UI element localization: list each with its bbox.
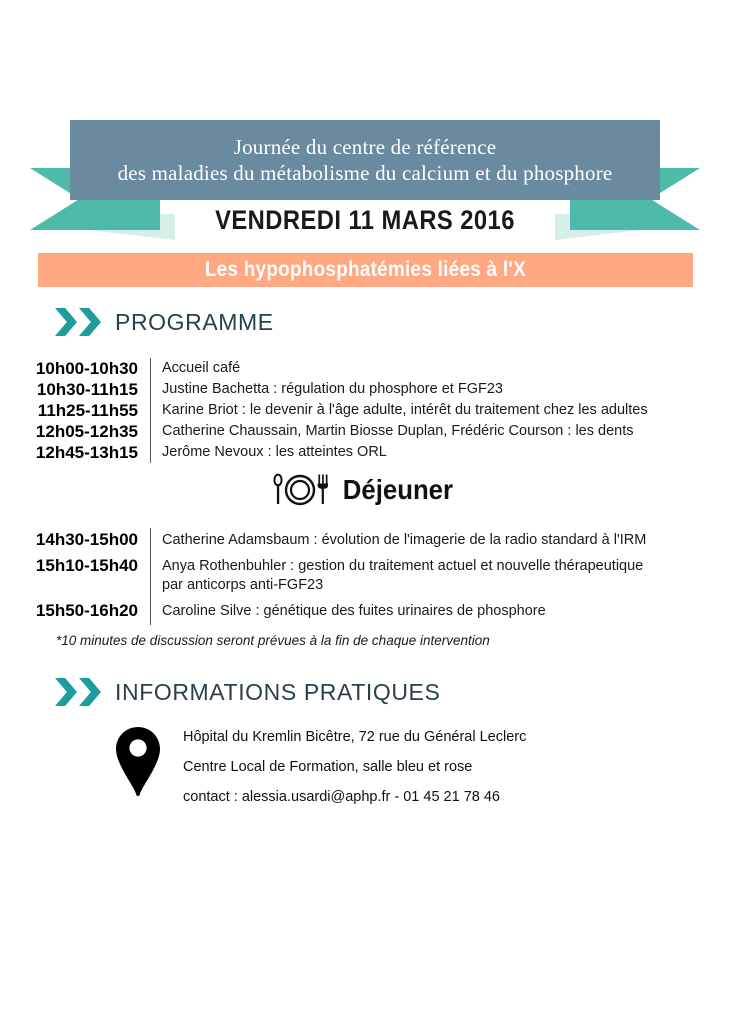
banner-title-box bbox=[70, 120, 660, 200]
table-row bbox=[0, 528, 728, 554]
schedule-time: 11h25-11h55 bbox=[37, 401, 138, 420]
schedule-description: Jerôme Nevoux : les atteintes ORL bbox=[150, 442, 728, 463]
schedule-description-line2: par anticorps anti-FGF23 bbox=[162, 577, 324, 593]
practical-info-room: Centre Local de Formation, salle bleu et rose bbox=[183, 759, 473, 775]
practical-info-block bbox=[115, 718, 526, 812]
double-chevron-right-icon bbox=[55, 678, 101, 706]
schedule-description: Karine Briot : le devenir à l'âge adulte, intérêt du traitement chez les adultes bbox=[150, 400, 728, 421]
practical-info-lines bbox=[183, 718, 526, 812]
lunch-block bbox=[0, 473, 730, 507]
double-chevron-right-icon bbox=[55, 308, 101, 336]
schedule-time: 15h50-16h20 bbox=[35, 601, 138, 620]
schedule-description bbox=[150, 599, 728, 625]
schedule-time: 12h05-12h35 bbox=[35, 422, 138, 441]
subtitle-text: Les hypophosphatémies liées à l'X bbox=[204, 258, 527, 281]
chevron-right-icon bbox=[55, 308, 77, 336]
discussion-footnote: *10 minutes de discussion seront prévues à la fin de chaque intervention bbox=[56, 633, 490, 648]
event-date: VENDREDI 11 MARS 2016 bbox=[215, 205, 515, 235]
schedule-morning bbox=[0, 358, 728, 463]
table-row bbox=[0, 442, 728, 463]
schedule-description bbox=[150, 528, 728, 554]
subtitle-bar bbox=[38, 253, 693, 287]
schedule-time: 14h30-15h00 bbox=[35, 530, 138, 549]
schedule-description: Justine Bachetta : régulation du phosphore et FGF23 bbox=[150, 379, 728, 400]
schedule-afternoon bbox=[0, 528, 728, 625]
banner-title-line1: Journée du centre de référence bbox=[233, 134, 497, 159]
chevron-right-icon bbox=[79, 308, 101, 336]
schedule-time: 15h10-15h40 bbox=[35, 556, 138, 575]
table-row bbox=[0, 358, 728, 379]
banner-title bbox=[108, 134, 623, 187]
section-title-infos-pratiques: INFORMATIONS PRATIQUES bbox=[115, 678, 441, 705]
schedule-time: 12h45-13h15 bbox=[35, 443, 138, 462]
practical-info-address: Hôpital du Kremlin Bicêtre, 72 rue du Général Leclerc bbox=[183, 729, 527, 745]
map-pin-icon bbox=[115, 726, 161, 798]
schedule-description-line1: Anya Rothenbuhler : gestion du traitement actuel et nouvelle thérapeutique bbox=[162, 558, 644, 574]
practical-info-contact: contact : alessia.usardi@aphp.fr - 01 45 21 78 46 bbox=[183, 789, 500, 805]
table-row bbox=[0, 599, 728, 625]
section-title-programme: PROGRAMME bbox=[115, 308, 274, 335]
schedule-description bbox=[150, 554, 728, 599]
schedule-time: 10h30-11h15 bbox=[36, 380, 138, 399]
section-header-infos-pratiques bbox=[55, 678, 440, 706]
chevron-right-icon bbox=[79, 678, 101, 706]
table-row bbox=[0, 554, 728, 599]
table-row bbox=[0, 379, 728, 400]
schedule-description-line1: Caroline Silve : génétique des fuites urinaires de phosphore bbox=[162, 603, 546, 619]
schedule-time: 10h00-10h30 bbox=[35, 359, 138, 378]
cutlery-plate-icon bbox=[272, 473, 328, 507]
schedule-description: Accueil café bbox=[150, 358, 728, 379]
chevron-right-icon bbox=[55, 678, 77, 706]
table-row bbox=[0, 421, 728, 442]
banner-title-line2: des maladies du métabolisme du calcium et du phosphore bbox=[117, 161, 613, 185]
table-row bbox=[0, 400, 728, 421]
schedule-description: Catherine Chaussain, Martin Biosse Duplan, Frédéric Courson : les dents bbox=[150, 421, 728, 442]
schedule-description-line1: Catherine Adamsbaum : évolution de l'imagerie de la radio standard à l'IRM bbox=[162, 532, 647, 548]
lunch-label: Déjeuner bbox=[342, 474, 454, 505]
section-header-programme bbox=[55, 308, 274, 336]
